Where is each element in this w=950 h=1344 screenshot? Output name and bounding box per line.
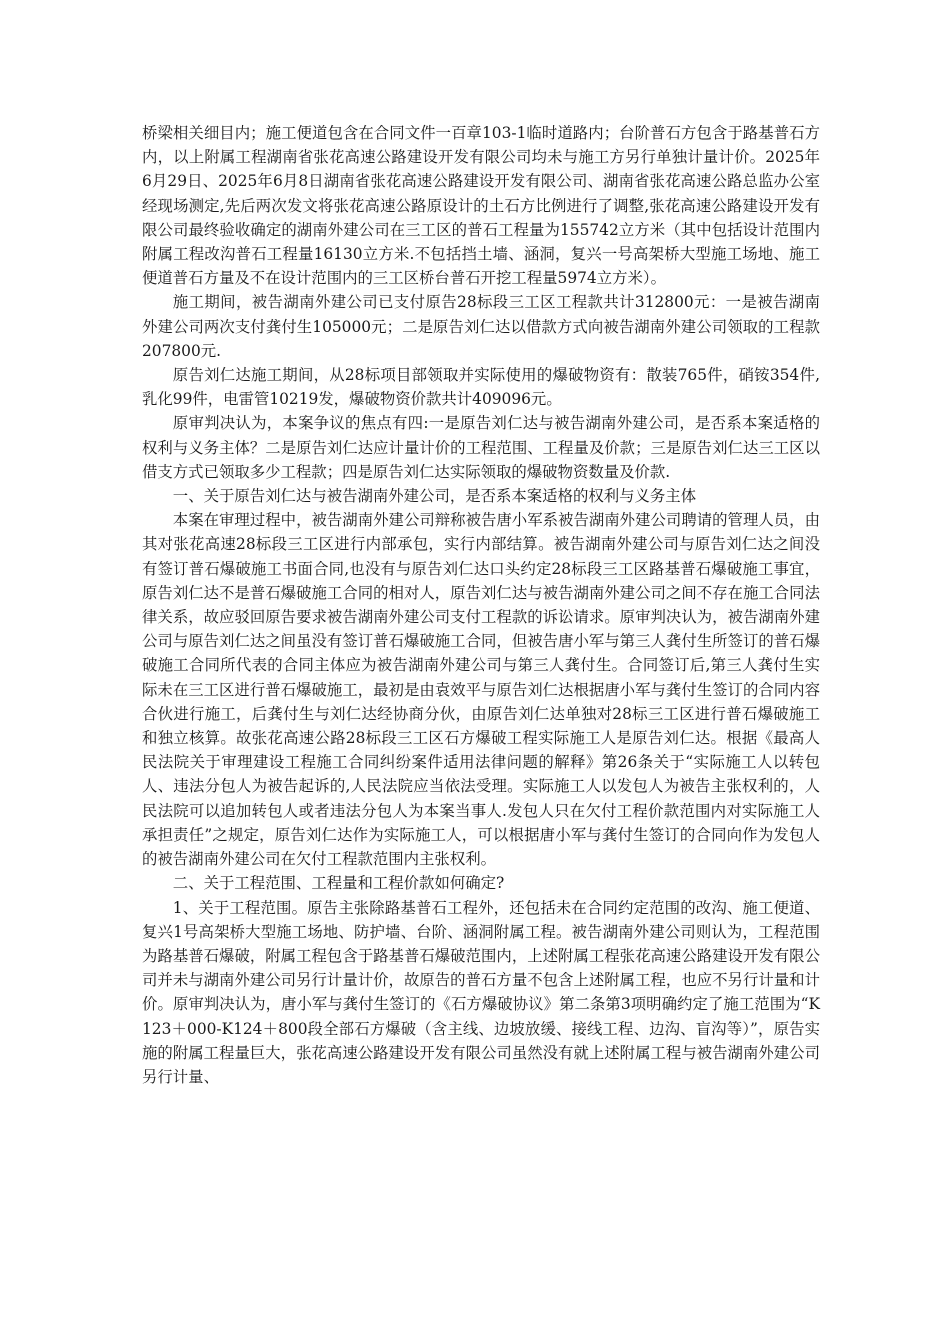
document-body — [142, 121, 820, 1089]
paragraph-3: 原告刘仁达施工期间，从28标项目部领取并实际使用的爆破物资有：散装765件，硝铵354件,乳化99件，电雷管10219发，爆破物资价款共计409096元。 — [142, 366, 820, 409]
paragraph-4: 原审判决认为，本案争议的焦点有四:一是原告刘仁达与被告湖南外建公司，是否系本案适格的权利与义务主体？二是原告刘仁达应计量计价的工程范围、工程量及价款；三是原告刘仁达三工区以借支方式已领取多少工程款；四是原告刘仁达实际领取的爆破物资数量及价款. — [142, 414, 820, 481]
section-heading-1: 一、关于原告刘仁达与被告湖南外建公司，是否系本案适格的权利与义务主体 — [172, 487, 697, 506]
paragraph-5: 本案在审理过程中，被告湖南外建公司辩称被告唐小军系被告湖南外建公司聘请的管理人员，由其对张花高速28标段三工区进行内部承包，实行内部结算。被告湖南外建公司与原告刘仁达之间没有签订普石爆破施工书面合同,也没有与原告刘仁达口头约定28标段三工区路基普石爆破施工事宜，原告刘仁达不是普石爆破施工合同的相对人，原告刘仁达与被告湖南外建公司之间不存在施工合同法律关系，故应驳回原告要求被告湖南外建公司支付工程款的诉讼请求。原审判决认为，被告湖南外建公司与原告刘仁达之间虽没有签订普石爆破施工合同，但被告唐小军与第三人龚付生所签订的普石爆破施工合同所代表的合同主体应为被告湖南外建公司与第三人龚付生。合同签订后,第三人龚付生实际未在三工区进行普石爆破施工，最初是由袁效平与原告刘仁达根据唐小军与龚付生签订的合同内容合伙进行施工，后龚付生与刘仁达经协商分伙，由原告刘仁达单独对28标三工区进行普石爆破施工和独立核算。故张花高速公路28标段三工区石方爆破工程实际施工人是原告刘仁达。根据《最高人民法院关于审理建设工程施工合同纠纷案件适用法律问题的解释》第26条关于“实际施工人以转包人、违法分包人为被告起诉的,人民法院应当依法受理。实际施工人以发包人为被告主张权利的，人民法院可以追加转包人或者违法分包人为本案当事人.发包人只在欠付工程价款范围内对实际施工人承担责任”之规定，原告刘仁达作为实际施工人，可以根据唐小军与龚付生签订的合同向作为发包人的被告湖南外建公司在欠付工程款范围内主张权利。 — [142, 511, 820, 869]
paragraph-1: 桥梁相关细目内；施工便道包含在合同文件一百章103-1临时道路内；台阶普石方包含于路基普石方内，以上附属工程湖南省张花高速公路建设开发有限公司均未与施工方另行单独计量计价。2025年6月29日、2025年6月8日湖南省张花高速公路建设开发有限公司、湖南省张花高速公路总监办公室经现场测定,先后两次发文将张花高速公路原设计的土石方比例进行了调整,张花高速公路建设开发有限公司最终验收确定的湖南外建公司在三工区的普石工程量为155742立方米（其中包括设计范围内附属工程改沟普石工程量16130立方米.不包括挡土墙、涵洞，复兴一号高架桥大型施工场地、施工便道普石方量及不在设计范围内的三工区桥台普石开挖工程量5974立方米）。 — [142, 124, 820, 288]
paragraph-2: 施工期间，被告湖南外建公司已支付原告28标段三工区工程款共计312800元：一是被告湖南外建公司两次支付龚付生105000元；二是原告刘仁达以借款方式向被告湖南外建公司领取的工程款207800元. — [142, 293, 820, 360]
paragraph-6: 1、关于工程范围。原告主张除路基普石工程外，还包括未在合同约定范围的改沟、施工便道、复兴1号高架桥大型施工场地、防护墙、台阶、涵洞附属工程。被告湖南外建公司则认为，工程范围为路基普石爆破，附属工程包含于路基普石爆破范围内，上述附属工程张花高速公路建设开发有限公司并未与湖南外建公司另行计量计价，故原告的普石方量不包含上述附属工程，也应不另行计量和计价。原审判决认为，唐小军与龚付生签订的《石方爆破协议》第二条第3项明确约定了施工范围为“K123＋000-K124＋800段全部石方爆破（含主线、边坡放缓、接线工程、边沟、盲沟等）”，原告实施的附属工程量巨大，张花高速公路建设开发有限公司虽然没有就上述附属工程与被告湖南外建公司另行计量、 — [142, 898, 820, 1086]
section-heading-2: 二、关于工程范围、工程量和工程价款如何确定? — [172, 874, 505, 893]
